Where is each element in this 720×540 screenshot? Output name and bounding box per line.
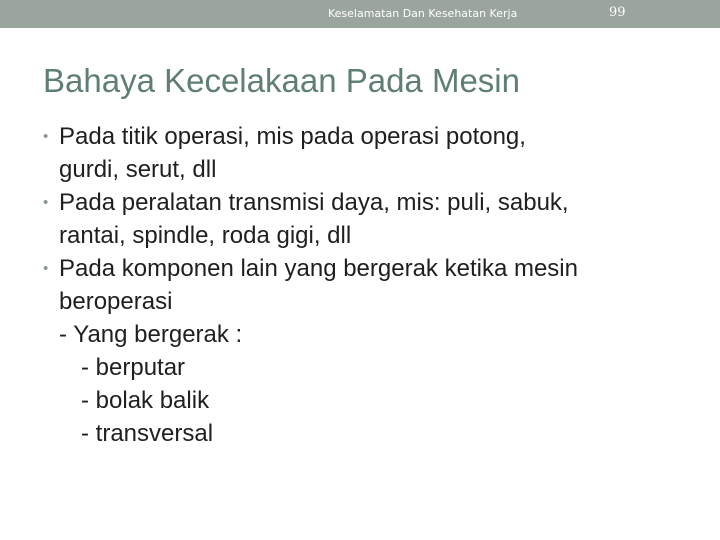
slide-title: Bahaya Kecelakaan Pada Mesin <box>43 62 520 99</box>
bullet-dot-icon: • <box>43 260 49 277</box>
header-title: Keselamatan Dan Kesehatan Kerja <box>328 7 518 20</box>
bullet-item <box>43 186 713 219</box>
sub-item: - bolak balik <box>81 387 210 414</box>
sub-item: - transversal <box>81 420 214 447</box>
bullet-dot-icon: • <box>43 128 49 145</box>
bullet-text: Pada titik operasi, mis pada operasi potong, <box>59 123 526 150</box>
bullet-text: Pada peralatan transmisi daya, mis: puli, sabuk, <box>59 189 569 216</box>
bullet-item <box>43 252 713 285</box>
sub-item: - berputar <box>81 354 186 381</box>
bullet-list <box>43 120 713 450</box>
header-bar <box>0 0 720 28</box>
bullet-dot-icon: • <box>43 194 49 211</box>
sub-heading: - Yang bergerak : <box>59 321 243 348</box>
bullet-continuation: gurdi, serut, dll <box>59 156 217 183</box>
bullet-item <box>43 120 713 153</box>
page-number: 99 <box>609 5 626 20</box>
bullet-continuation: rantai, spindle, roda gigi, dll <box>59 222 352 249</box>
bullet-continuation: beroperasi <box>59 288 173 315</box>
bullet-text: Pada komponen lain yang bergerak ketika mesin <box>59 255 578 282</box>
